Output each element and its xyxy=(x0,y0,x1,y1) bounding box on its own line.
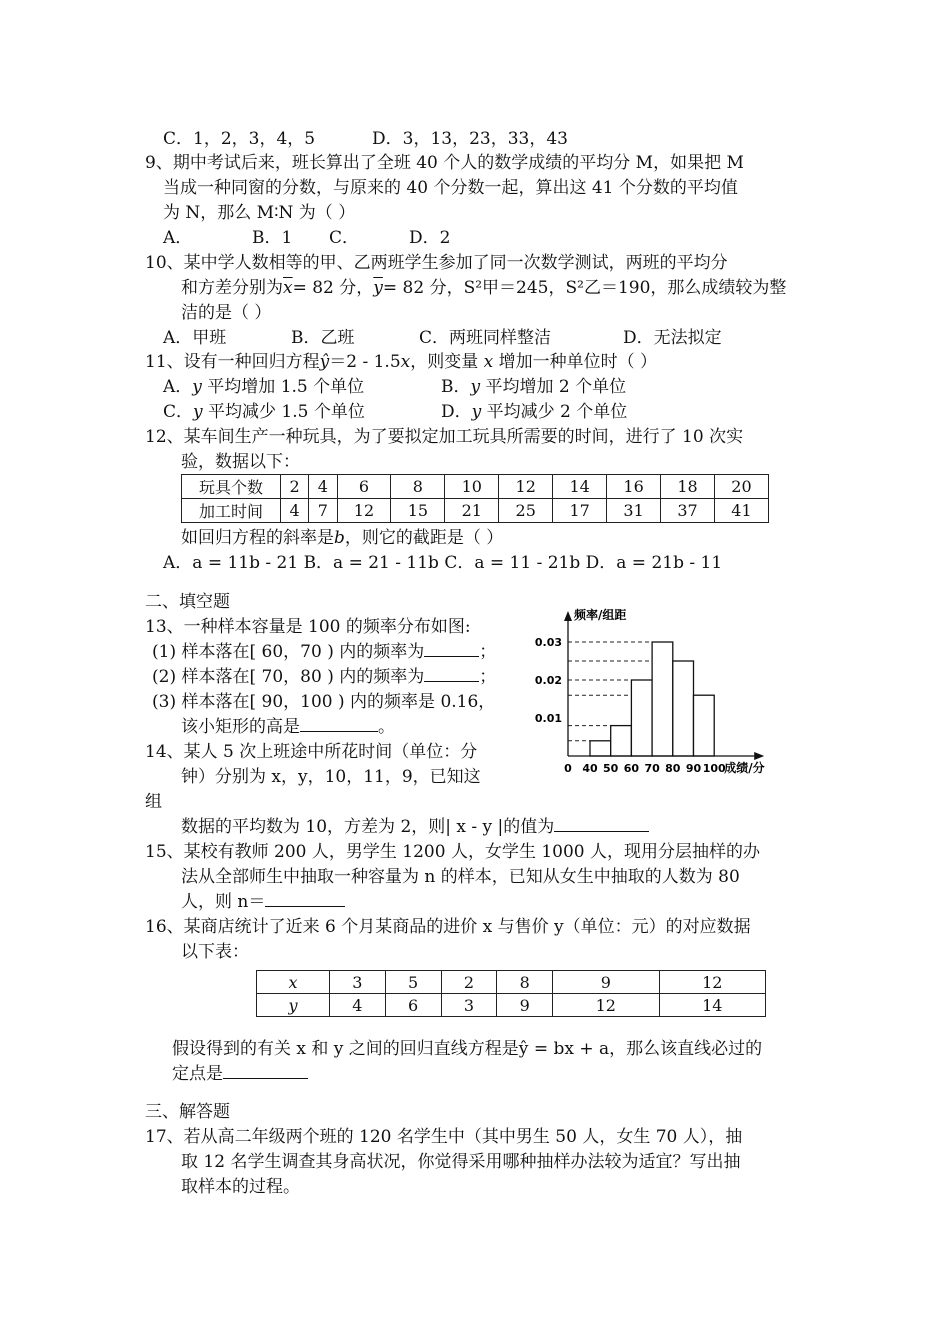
q15-line3: 人，则 n＝ xyxy=(181,891,345,913)
q14-line4: 数据的平均数为 10，方差为 2，则| x - y |的值为 xyxy=(181,816,649,838)
table-cell: 12 xyxy=(553,994,659,1017)
table-header-cell: 玩具个数 xyxy=(182,475,281,499)
q14-line1: 14、某人 5 次上班途中所花时间（单位：分 xyxy=(145,742,478,762)
q13-line2: (1) 样本落在[ 60，70 ) 内的频率为 ； xyxy=(152,642,497,662)
q9-option-b: B．1 xyxy=(252,228,293,248)
q13-line3: (2) 样本落在[ 70，80 ) 内的频率为 ； xyxy=(152,667,497,687)
x-tick-label: 60 xyxy=(623,762,640,775)
table-cell: 18 xyxy=(661,475,715,499)
table-cell: 3 xyxy=(330,971,386,994)
table-cell: 14 xyxy=(659,994,765,1017)
q13-line4: (3) 样本落在[ 90，100 ) 内的频率是 0.16， xyxy=(152,692,496,712)
q10-line3: 洁的是（ ） xyxy=(181,303,272,323)
q12-line1: 12、某车间生产一种玩具，为了要拟定加工玩具所需要的时间，进行了 10 次实 xyxy=(145,427,744,447)
table-cell: 4 xyxy=(330,994,386,1017)
q14-line2: 钟）分别为 x，y，10，11，9，已知这 xyxy=(181,767,481,787)
table-cell: 12 xyxy=(659,971,765,994)
table-cell: 6 xyxy=(337,475,391,499)
histogram-bar xyxy=(611,726,632,756)
table-cell: 31 xyxy=(607,499,661,523)
table-cell: 7 xyxy=(309,499,337,523)
q12-options: A．a = 11b - 21 B．a = 21 - 11b C．a = 11 - 21b D．a = 21b - 11 xyxy=(163,553,723,573)
table-cell: 4 xyxy=(309,475,337,499)
q13-line1: 13、一种样本容量是 100 的频率分布如图: xyxy=(145,617,471,637)
table-cell: 9 xyxy=(497,994,553,1017)
q16-line1: 16、某商店统计了近来 6 个月某商品的进价 x 与售价 y（单位：元）的对应数据 xyxy=(145,917,751,937)
q12-line2: 验，数据以下： xyxy=(181,452,300,472)
q17-line2: 取 12 名学生调查其身高状况，你觉得采用哪种抽样办法较为适宜？写出抽 xyxy=(181,1152,741,1172)
q10-option-d: D．无法拟定 xyxy=(623,328,722,348)
x-tick-label: 80 xyxy=(665,762,681,775)
q11-option-b: B．y 平均增加 2 个单位 xyxy=(441,377,627,397)
table-cell: 20 xyxy=(714,475,768,499)
section-title-solve: 三、解答题 xyxy=(145,1102,230,1122)
q9-option-c: C． xyxy=(329,228,360,248)
q10-line2: 和方差分别为$\overline{x}= 82$ 分，$\overline{y}= 82$ 分，S²甲＝245，S²乙＝190，那么成绩较为整 xyxy=(181,278,787,298)
x-axis-arrow xyxy=(754,752,764,760)
q17-line1: 17、若从高二年级两个班的 120 名学生中（其中男生 50 人，女生 70 人），抽 xyxy=(145,1127,743,1147)
section-title-fill-in: 二、填空题 xyxy=(145,592,230,612)
histogram-bar xyxy=(590,741,611,756)
q16-line3: 假设得到的有关 x 和 y 之间的回归直线方程是ŷ = bx + a，那么该直线必过的 xyxy=(172,1039,763,1059)
histogram-bar xyxy=(694,695,715,756)
q11-line1: 11、设有一种回归方程ŷ＝2 - 1.5x，则变量 x 增加一种单位时（ ） xyxy=(145,352,658,372)
table-row xyxy=(182,499,769,523)
x-axis-label: 成绩/分 xyxy=(724,761,765,775)
table-cell: 4 xyxy=(281,499,309,523)
x-tick-label: 100 xyxy=(702,762,726,775)
table-cell: 8 xyxy=(391,475,445,499)
table-row xyxy=(257,971,766,994)
q11-option-d: D．y 平均减少 2 个单位 xyxy=(441,402,628,422)
table-cell: 21 xyxy=(445,499,499,523)
q10-line1: 10、某中学人数相等的甲、乙两班学生参加了同一次数学测试，两班的平均分 xyxy=(145,253,728,273)
table-cell: 9 xyxy=(553,971,659,994)
table-cell: 41 xyxy=(714,499,768,523)
table-header-cell: y xyxy=(257,994,330,1017)
table-cell: 10 xyxy=(445,475,499,499)
q12-line3: 如回归方程的斜率是b，则它的截距是（ ） xyxy=(181,528,504,548)
q15-line2: 法从全部师生中抽取一种容量为 n 的样本，已知从女生中抽取的人数为 80 xyxy=(181,867,740,887)
q16-line2: 以下表： xyxy=(181,942,249,962)
table-cell: 37 xyxy=(661,499,715,523)
y-tick-label: 0.02 xyxy=(534,674,562,687)
table-cell: 5 xyxy=(385,971,441,994)
table-cell: 15 xyxy=(391,499,445,523)
table-cell: 6 xyxy=(385,994,441,1017)
table-cell: 3 xyxy=(441,994,497,1017)
q8-option-c: C．1，2，3，4，5 xyxy=(163,129,316,149)
q9-line3: 为 N，那么 M∶N 为（ ） xyxy=(163,203,356,223)
q8-option-d: D．3，13，23，33，43 xyxy=(372,129,568,149)
answer-blank[interactable] xyxy=(554,831,649,832)
q9-line1: 9、期中考试后来，班长算出了全班 40 个人的数学成绩的平均分 M，如果把 M xyxy=(145,153,744,173)
x-tick-label: 40 xyxy=(582,762,598,775)
q9-option-d: D．2 xyxy=(409,228,451,248)
q17-line3: 取样本的过程。 xyxy=(181,1177,300,1197)
q16-line4: 定点是 xyxy=(172,1063,308,1085)
answer-blank[interactable] xyxy=(424,656,479,657)
table-cell: 17 xyxy=(553,499,607,523)
y-tick-label: 0.03 xyxy=(534,636,562,649)
x-tick-label: 0 xyxy=(564,762,572,775)
table-cell: 12 xyxy=(337,499,391,523)
answer-blank[interactable] xyxy=(223,1078,308,1079)
histogram-bar xyxy=(673,661,694,756)
table-cell: 8 xyxy=(497,971,553,994)
histogram-bar xyxy=(652,642,673,756)
answer-blank[interactable] xyxy=(300,731,378,732)
histogram-bar xyxy=(631,680,652,756)
q10-option-b: B．乙班 xyxy=(291,328,355,348)
answer-blank[interactable] xyxy=(424,681,479,682)
q9-option-a: A． xyxy=(163,228,193,248)
q12-data-table xyxy=(181,474,769,523)
x-tick-label: 70 xyxy=(644,762,660,775)
x-tick-label: 90 xyxy=(685,762,702,775)
table-cell: 25 xyxy=(499,499,553,523)
y-axis-arrow xyxy=(564,611,572,621)
table-row xyxy=(182,475,769,499)
q11-option-c: C．y 平均减少 1.5 个单位 xyxy=(163,402,365,422)
table-header-cell: x xyxy=(257,971,330,994)
table-cell: 14 xyxy=(553,475,607,499)
q10-option-a: A．甲班 xyxy=(163,328,227,348)
x-tick-label: 50 xyxy=(603,762,619,775)
q15-line1: 15、某校有教师 200 人，男学生 1200 人，女学生 1000 人，现用分层抽样的办 xyxy=(145,842,761,862)
table-row xyxy=(257,994,766,1017)
table-header-cell: 加工时间 xyxy=(182,499,281,523)
y-axis-label: 频率/组距 xyxy=(574,608,627,622)
frequency-histogram xyxy=(528,606,808,776)
y-tick-label: 0.01 xyxy=(534,712,562,725)
table-cell: 2 xyxy=(281,475,309,499)
table-cell: 12 xyxy=(499,475,553,499)
q16-data-table xyxy=(256,970,766,1017)
q9-line2: 当成一种同窗的分数，与原来的 40 个分数一起，算出这 41 个分数的平均值 xyxy=(163,178,738,198)
table-cell: 16 xyxy=(607,475,661,499)
q11-option-a: A．y 平均增加 1.5 个单位 xyxy=(163,377,365,397)
q14-line3: 组 xyxy=(145,792,162,812)
q13-line5: 该小矩形的高是 。 xyxy=(181,717,395,737)
q10-option-c: C．两班同样整洁 xyxy=(419,328,552,348)
table-cell: 2 xyxy=(441,971,497,994)
answer-blank[interactable] xyxy=(265,906,345,907)
